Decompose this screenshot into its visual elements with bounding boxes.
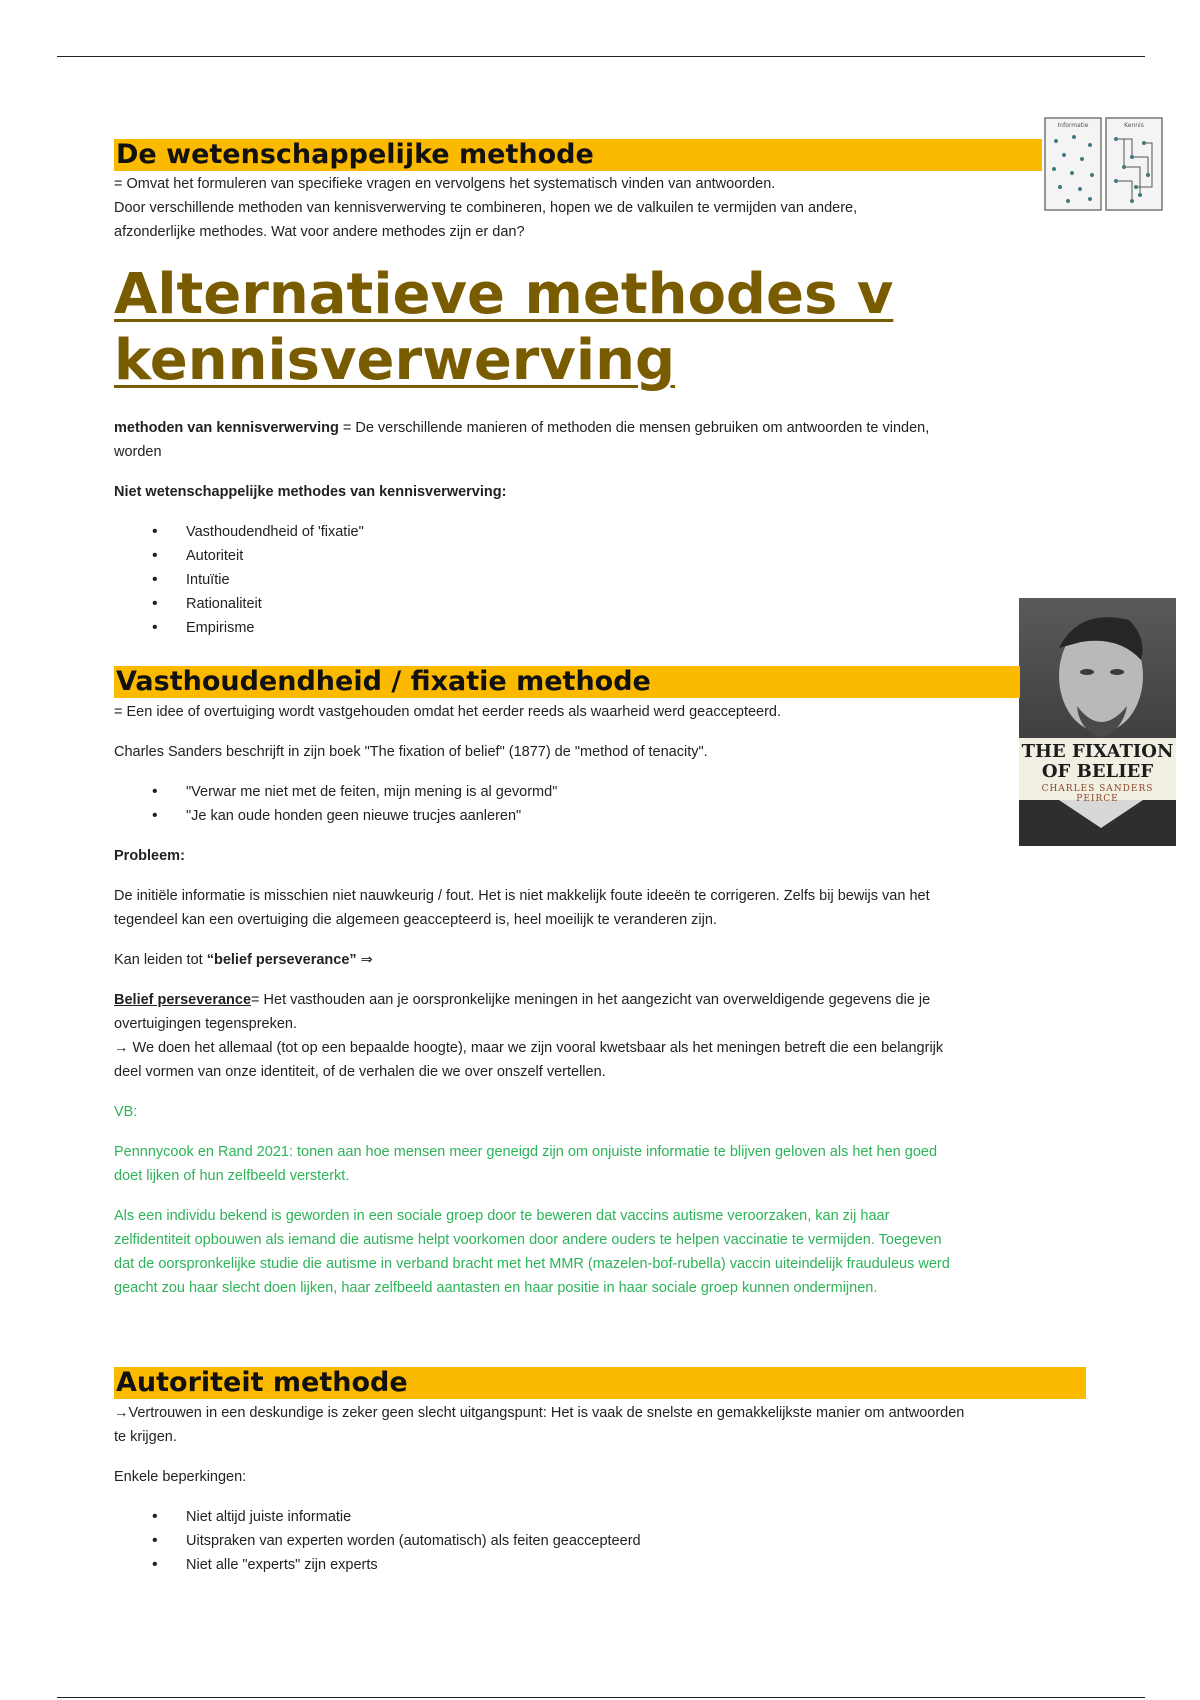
figure-label-informatie: Informatie [1057,122,1089,129]
information-knowledge-figure [1044,117,1164,211]
limits-list [152,1505,641,1577]
non-scientific-list [152,520,364,640]
page-title-line2: kennisverwerving [114,328,676,393]
list-item: • Rationaliteit [152,592,364,616]
definition-text: = De verschillende manieren of methoden die mensen gebruiken om antwoorden te vinden, [338,420,930,436]
book-author: CHARLES SANDERS PEIRCE [1041,784,1154,804]
paragraph-line: Door verschillende methoden van kennisverwerving te combineren, hopen we de valkuilen te vermijden van andere, [114,200,858,216]
list-item: • Niet altijd juiste informatie [152,1505,641,1529]
definition-term: methoden van kennisverwerving [114,420,339,436]
list-item: • Vasthoudendheid of 'fixatie" [152,520,364,544]
paragraph-line: = Omvat het formuleren van specifieke vragen en vervolgens het systematisch vinden van antwoorden. [114,176,776,192]
page-title-line1: Alternatieve methodes v [114,262,894,327]
example-line: geacht zou haar slecht doen lijken, haar zelfbeeld aantasten en haar positie in haar sociale groep kunnen ondermijnen. [114,1280,878,1296]
figure-label-kennis: Kennis [1124,122,1144,129]
example-label: VB: [114,1104,138,1120]
paragraph-line: →Vertrouwen in een deskundige is zeker geen slecht uitgangspunt: Het is vaak de snelste en gemakkelijkste manier om antwoorden [114,1405,965,1421]
quotes-list [152,780,557,828]
example-line: zelfidentiteit opbouwen als iemand die autisme helpt voorkomen door andere ouders te helpen vaccinatie te vermijden. Toegeven [114,1232,942,1248]
example-line: Pennnycook en Rand 2021: tonen aan hoe mensen meer geneigd zijn om onjuiste informatie te blijven geloven als het hen goed [114,1144,938,1160]
paragraph-line: tegendeel kan een overtuiging die algemeen geaccepteerd is, heel moeilijk te veranderen zijn. [114,912,717,928]
list-item: • Autoriteit [152,544,364,568]
non-scientific-heading: Niet wetenschappelijke methodes van kennisverwerving: [114,484,507,500]
definition-line [114,416,929,440]
page-title [114,262,893,394]
heading-wetenschappelijke-methode: De wetenschappelijke methode [114,139,1042,171]
example-line: Als een individu bekend is geworden in een sociale groep door te beweren dat vaccins autisme veroorzaken, kan zij haar [114,1208,890,1224]
bottom-rule [57,1697,1145,1698]
belief-perseverance-term: Belief perseverance [114,992,252,1008]
paragraph-line: → We doen het allemaal (tot op een bepaalde hoogte), maar we zijn vooral kwetsbaar als het meningen betreft die een belangrijk [114,1040,944,1056]
definition-line: worden [114,444,162,460]
paragraph-line: overtuigingen tegenspreken. [114,1016,297,1032]
list-item: • "Je kan oude honden geen nieuwe trucjes aanleren" [152,804,557,828]
lead-line: Kan leiden tot “belief perseverance” ⇒ [114,952,373,968]
paragraph-line: deel vormen van onze identiteit, of de verhalen die we over onszelf vertellen. [114,1064,606,1080]
list-item: • Uitspraken van experten worden (automatisch) als feiten geaccepteerd [152,1529,641,1553]
paragraph-line: De initiële informatie is misschien niet nauwkeurig / fout. Het is niet makkelijk foute ideeën te corrigeren. Zelfs bij bewijs van het [114,888,930,904]
book-cover-image [1019,598,1176,846]
paragraph-line: te krijgen. [114,1429,177,1445]
problem-label: Probleem: [114,848,185,864]
paragraph-line: afzonderlijke methodes. Wat voor andere methodes zijn er dan? [114,224,525,240]
list-item: • Intuïtie [152,568,364,592]
list-item: • Empirisme [152,616,364,640]
paragraph-line: Charles Sanders beschrijft in zijn boek "The fixation of belief" (1877) de "method of tenacity". [114,744,708,760]
heading-autoriteit: Autoriteit methode [114,1367,1086,1399]
book-title: THE FIXATION OF BELIEF [1021,741,1174,782]
heading-vasthoudendheid: Vasthoudendheid / fixatie methode [114,666,1020,698]
portrait-photo [1019,598,1176,846]
top-rule [57,56,1145,57]
limits-label: Enkele beperkingen: [114,1469,247,1485]
belief-perseverance-definition: Belief perseverance= Het vasthouden aan je oorspronkelijke meningen in het aangezicht van overweldigende gegevens die je [114,992,931,1008]
list-item: • "Verwar me niet met de feiten, mijn mening is al gevormd" [152,780,557,804]
list-item: • Niet alle "experts" zijn experts [152,1553,641,1577]
book-title-panel [1019,738,1176,804]
example-line: doet lijken of hun zelfbeeld versterkt. [114,1168,350,1184]
paragraph-line: = Een idee of overtuiging wordt vastgehouden omdat het eerder reeds als waarheid werd geaccepteerd. [114,704,782,720]
example-line: dat de oorspronkelijke studie die autisme in verband bracht met het MMR (mazelen-bof-rubella) vaccin uiteindelijk frauduleus werd [114,1256,950,1272]
